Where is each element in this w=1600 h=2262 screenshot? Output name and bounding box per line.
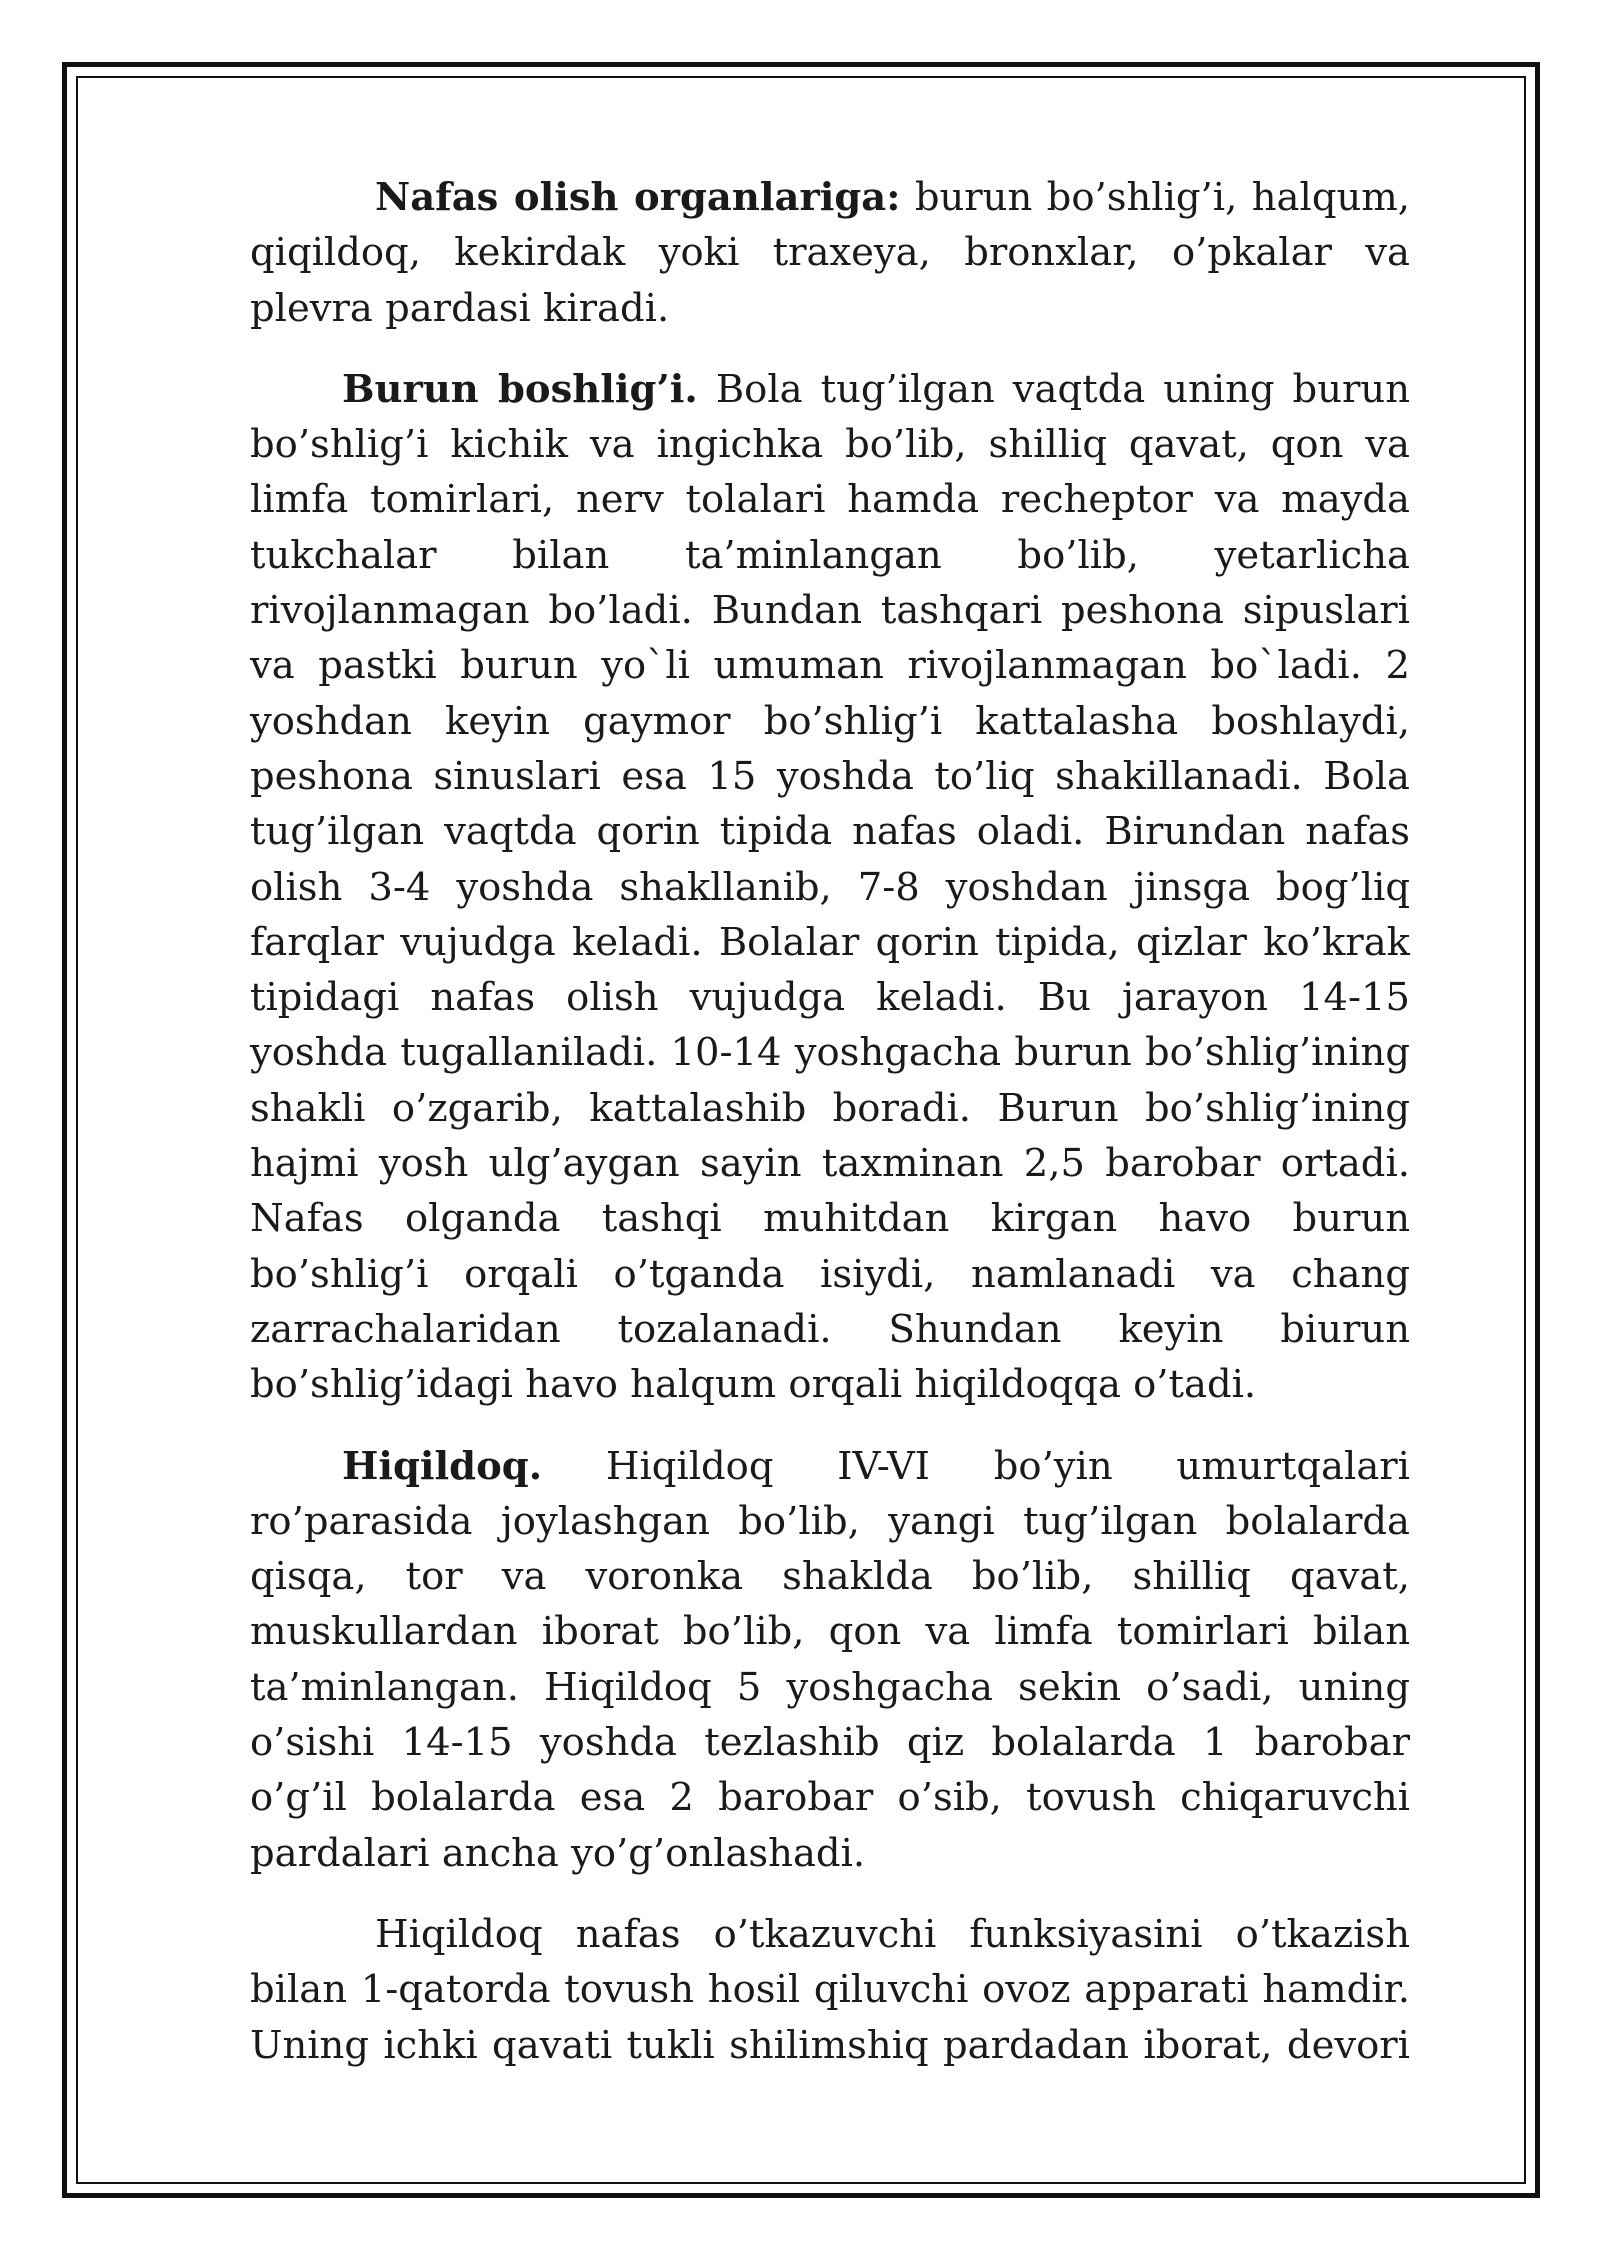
- paragraph-text: Hiqildoq nafas o’tkazuvchi funksiyasini o’tkazish bilan 1-qatorda tovush hosil qiluvchi ovoz apparati hamdir. Uning ichki qavati tukli shilimshiq pardadan iborat, devori: [250, 1911, 1410, 2068]
- paragraph-larynx-function: [250, 1907, 1410, 2073]
- paragraph-heading: Nafas olish organlariga:: [375, 175, 901, 220]
- paragraph-nasal-cavity: [250, 362, 1410, 1413]
- paragraph-heading: Hiqildoq.: [342, 1443, 543, 1489]
- paragraph-text: burun bo’shlig’i, halqum, qiqildoq, kekirdak yoki traxeya, bronxlar, o’pkalar va plevra pardasi kiradi.: [250, 175, 1411, 331]
- paragraph-text: Bola tug’ilgan vaqtda uning burun bo’shlig’i kichik va ingichka bo’lib, shilliq qavat, qon va limfa tomirlari, nerv tolalari hamda recheptor va mayda tukchalar bilan ta’minlangan bo’lib, yetarlicha rivojlanmagan bo’ladi. Bundan tashqari peshona sipuslari va pastki burun yo`li umuman rivojlanmagan bo`ladi. 2 yoshdan keyin gaymor bo’shlig’i kattalasha boshlaydi, peshona sinuslari esa 15 yoshda to’liq shakillanadi. Bola tug’ilgan vaqtda qorin tipida nafas oladi. Birundan nafas olish 3-4 yoshda shakllanib, 7-8 yoshdan jinsga bog’liq farqlar vujudga keladi. Bolalar qorin tipida, qizlar ko’krak tipidagi nafas olish vujudga keladi. Bu jarayon 14-15 yoshda tugallaniladi. 10-14 yoshgacha burun bo’shlig’ining shakli o’zgarib, kattalashib boradi. Burun bo’shlig’ining hajmi yosh ulg’aygan sayin taxminan 2,5 barobar ortadi. Nafas olganda tashqi muhitdan kirgan havo burun bo’shlig’i orqali o’tganda isiydi, namlanadi va chang zarrachalaridan tozalanadi. Shundan keyin biurun bo’shlig’idagi havo halqum orqali hiqildoqqa o’tadi.: [250, 366, 1410, 1408]
- paragraph-respiratory-organs: [250, 170, 1410, 336]
- paragraph-heading: Burun boshlig’i.: [342, 366, 698, 412]
- paragraph-text: Hiqildoq IV-VI bo’yin umurtqalari ro’parasida joylashgan bo’lib, yangi tug’ilgan bolalarda qisqa, tor va voronka shakldа bo’lib, shilliq qavat, muskullardan iborat bo’lib, qon va limfa tomirlari bilan ta’minlangan. Hiqildoq 5 yoshgacha sekin o’sadi, uning o’sishi 14-15 yoshda tezlashib qiz bolalarda 1 barobar o’g’il bolalarda esa 2 barobar o’sib, tovush chiqaruvchi pardalari ancha yo’g’onlashadi.: [250, 1443, 1410, 1876]
- document-body: [250, 170, 1410, 2073]
- paragraph-larynx: [250, 1439, 1410, 1881]
